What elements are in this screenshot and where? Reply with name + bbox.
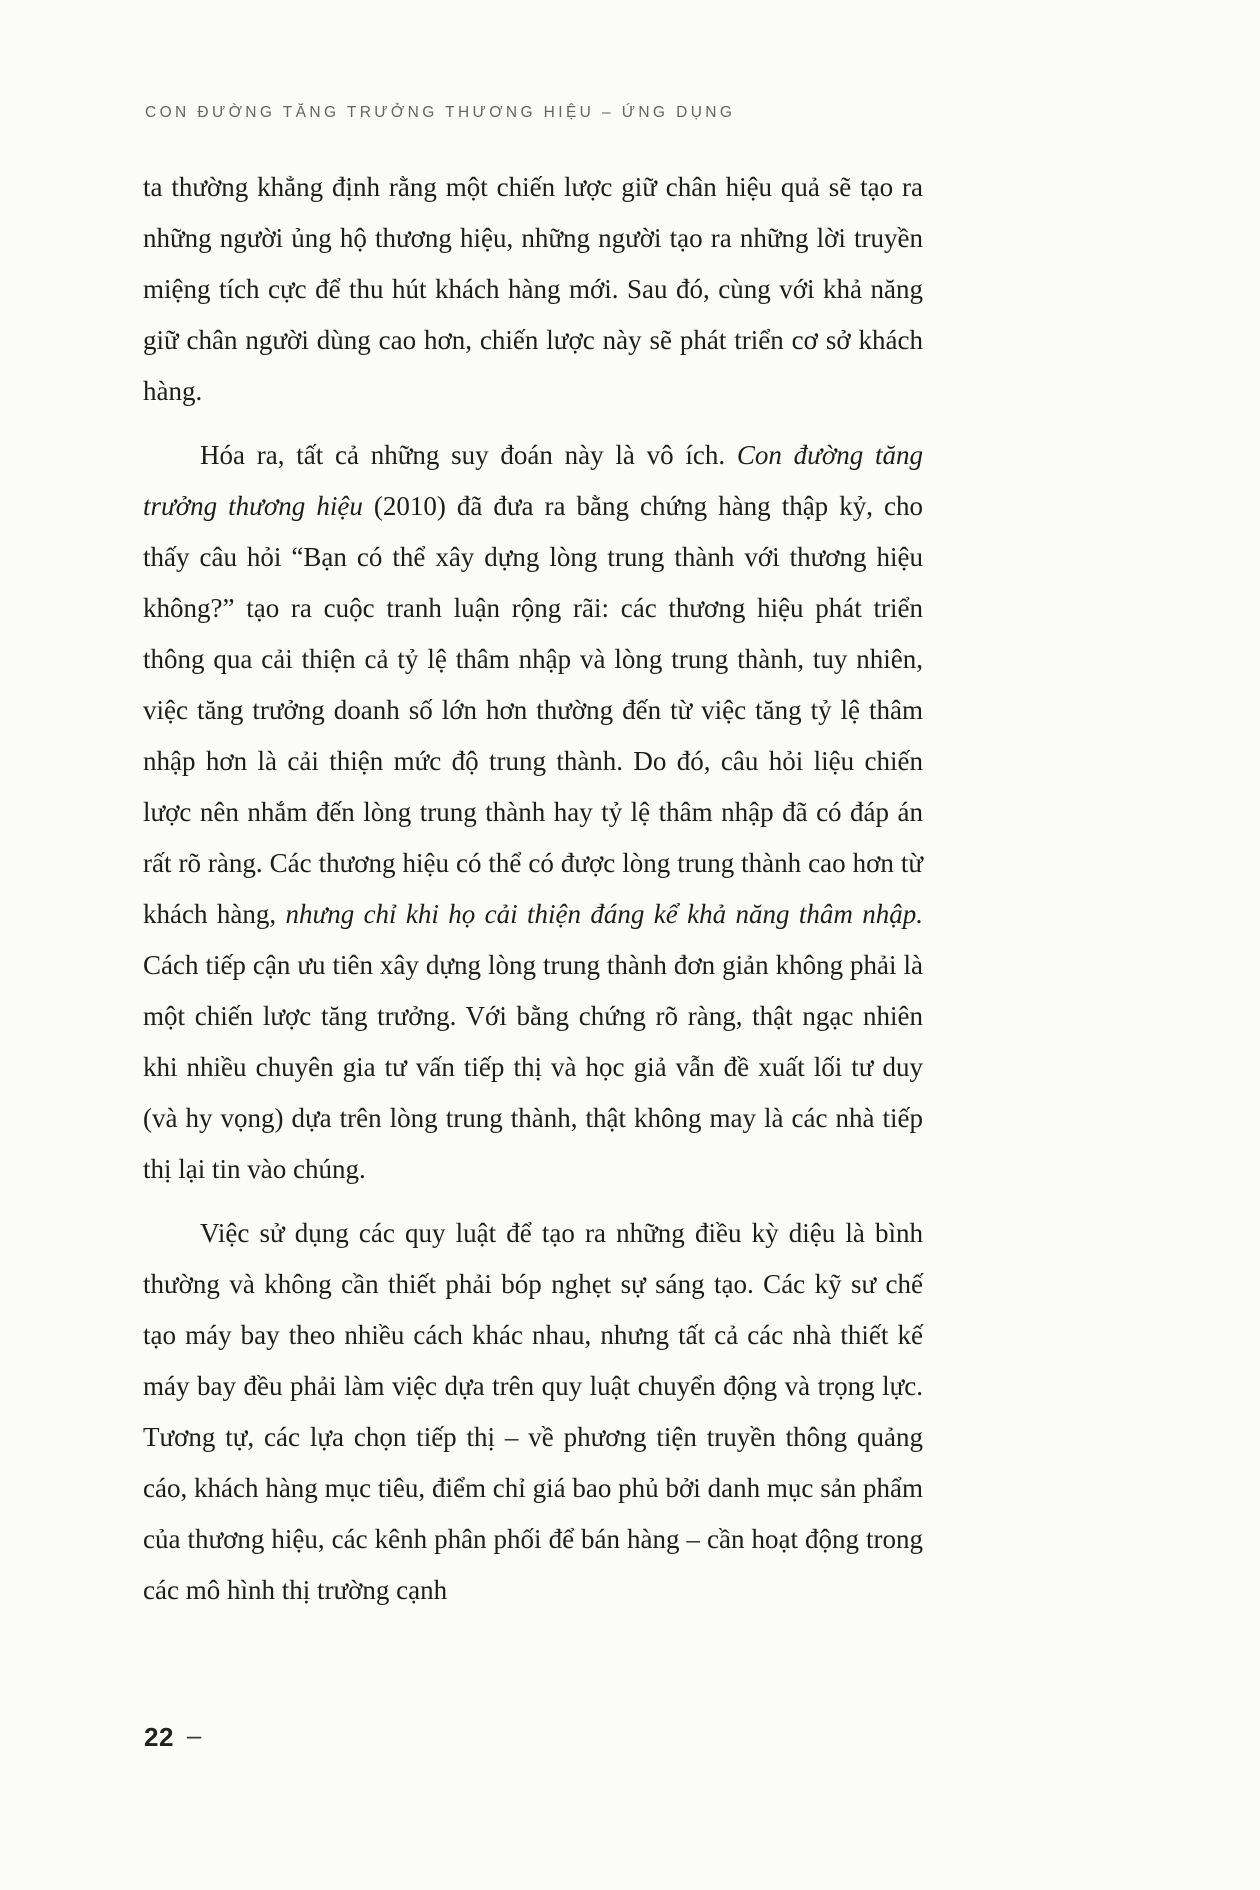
paragraph-text: (2010) đã đưa ra bằng chứng hàng thập kỷ, cho thấy câu hỏi “Bạn có thể xây dựng lòng trung thành với thương hiệu không?” tạo ra cuộc tranh luận rộng rãi: các thương hiệu phát triển thông qua cải thiện cả tỷ lệ thâm nhập và lòng trung thành, tuy nhiên, việc tăng trưởng doanh số lớn hơn thường đến từ việc tăng tỷ lệ thâm nhập hơn là cải thiện mức độ trung thành. Do đó, câu hỏi liệu chiến lược nên nhắm đến lòng trung thành hay tỷ lệ thâm nhập đã có đáp án rất rõ ràng. Các thương hiệu có thể có được lòng trung thành cao hơn từ khách hàng, [143, 491, 923, 929]
paragraph-text: Việc sử dụng các quy luật để tạo ra những điều kỳ diệu là bình thường và không cần thiết phải bóp nghẹt sự sáng tạo. Các kỹ sư chế tạo máy bay theo nhiều cách khác nhau, nhưng tất cả các nhà thiết kế máy bay đều phải làm việc dựa trên quy luật chuyển động và trọng lực. Tương tự, các lựa chọn tiếp thị – về phương tiện truyền thông quảng cáo, khách hàng mục tiêu, điểm chỉ giá bao phủ bởi danh mục sản phẩm của thương hiệu, các kênh phân phối để bán hàng – cần hoạt động trong các mô hình thị trường cạnh [143, 1218, 923, 1605]
page-number-dash: – [186, 1720, 202, 1750]
paragraph-text: Hóa ra, tất cả những suy đoán này là vô ích. [200, 440, 737, 470]
paragraph-evidence [143, 430, 923, 1195]
page-number: 22 [144, 1722, 174, 1752]
paragraph-continuation [143, 162, 923, 417]
body-text-block [143, 162, 923, 1629]
running-header: CON ĐƯỜNG TĂNG TRƯỞNG THƯƠNG HIỆU – ỨNG DỤNG [145, 104, 736, 121]
paragraph-text: Cách tiếp cận ưu tiên xây dựng lòng trung thành đơn giản không phải là một chiến lược tăng trưởng. Với bằng chứng rõ ràng, thật ngạc nhiên khi nhiều chuyên gia tư vấn tiếp thị và học giả vẫn đề xuất lối tư duy (và hy vọng) dựa trên lòng trung thành, thật không may là các nhà tiếp thị lại tin vào chúng. [143, 950, 923, 1184]
paragraph-text: ta thường khẳng định rằng một chiến lược giữ chân hiệu quả sẽ tạo ra những người ủng hộ thương hiệu, những người tạo ra những lời truyền miệng tích cực để thu hút khách hàng mới. Sau đó, cùng với khả năng giữ chân người dùng cao hơn, chiến lược này sẽ phát triển cơ sở khách hàng. [143, 172, 923, 406]
paragraph-laws [143, 1208, 923, 1616]
emphasis-italic: nhưng chỉ khi họ cải thiện đáng kể khả năng thâm nhập. [285, 899, 924, 929]
book-title-italic: Con đường tăng trưởng thương hiệu [143, 440, 923, 521]
page-footer [144, 1722, 201, 1753]
